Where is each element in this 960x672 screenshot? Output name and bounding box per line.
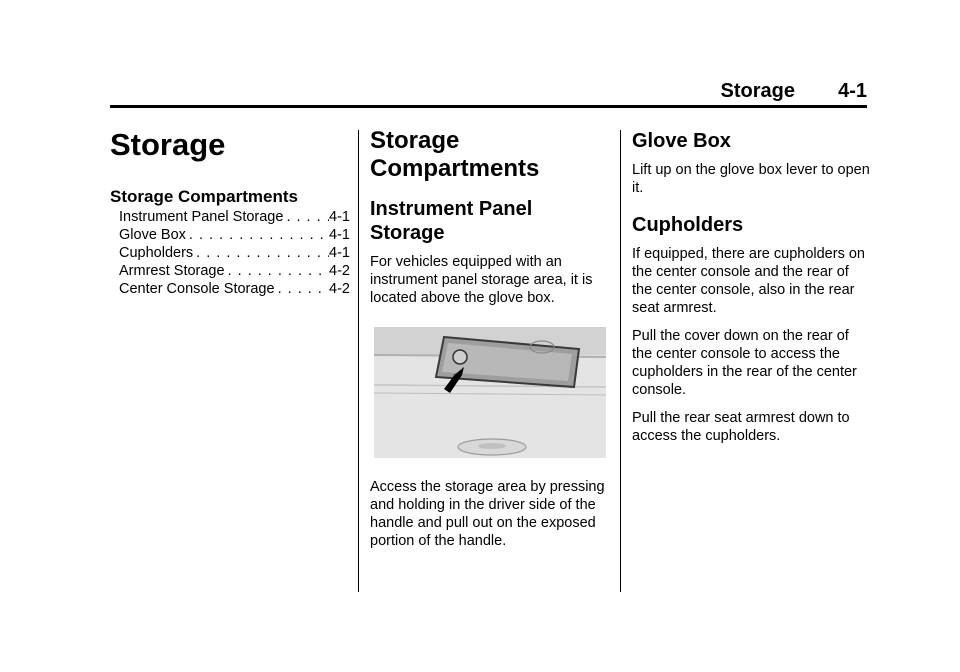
toc-item[interactable] [119,280,350,298]
toc-item-page: 4-2 [329,263,350,279]
chapter-title: Storage [110,127,226,162]
column-toc [110,125,350,298]
section-title-line1: Storage [370,127,460,154]
toc-item[interactable] [119,262,350,280]
toc-item-label: Glove Box [119,227,186,243]
storage-handle-illustration [374,327,606,458]
cupholders-paragraph: Pull the cover down on the rear of the center console to access the cupholders in the rear of the center console. [632,328,857,398]
toc-item-label: Instrument Panel Storage [119,209,284,225]
toc-item-label: Cupholders [119,245,194,261]
toc-item[interactable] [119,226,350,244]
toc-item-page: 4-2 [329,281,350,297]
cupholders-paragraph: Pull the rear seat armrest down to access the cupholders. [632,410,850,444]
column-divider [620,130,621,592]
toc-item-page: 4-1 [329,245,350,261]
toc-item[interactable] [119,244,350,262]
column-glovebox-cupholders [632,125,872,445]
cupholders-paragraph: If equipped, there are cupholders on the center console and the rear of the center console, also in the rear seat armrest. [632,246,865,316]
toc-leader-dots [283,208,329,226]
section-title [370,125,610,183]
toc-leader-dots [193,244,329,262]
column-divider [358,130,359,592]
glove-box-text: Lift up on the glove box lever to open it. [632,162,870,196]
header-page-number: 4-1 [838,80,867,102]
page-header [110,80,867,108]
instrument-panel-heading: Instrument Panel Storage [370,198,533,244]
column-instrument-panel [370,125,610,550]
toc-heading: Storage Compartments [110,187,298,206]
handle-button [453,350,467,364]
toc-item-label: Armrest Storage [119,263,225,279]
glove-box-heading: Glove Box [632,130,731,152]
instrument-panel-illustration [374,327,606,458]
section-title-line2: Compartments [370,155,540,182]
toc-item-label: Center Console Storage [119,281,275,297]
cupholders-heading: Cupholders [632,214,744,236]
toc-leader-dots [225,262,329,280]
toc-leader-dots [275,280,329,298]
toc-list [110,208,350,298]
instrument-panel-instructions: Access the storage area by pressing and holding in the driver side of the handle and pull out on the exposed portion of the handle. [370,479,605,549]
toc-leader-dots [186,226,329,244]
toc-item[interactable] [119,208,350,226]
instrument-panel-intro: For vehicles equipped with an instrument panel storage area, it is located above the glove box. [370,254,593,306]
toc-item-page: 4-1 [329,209,350,225]
toc-item-page: 4-1 [329,227,350,243]
header-section-title: Storage [720,80,795,102]
